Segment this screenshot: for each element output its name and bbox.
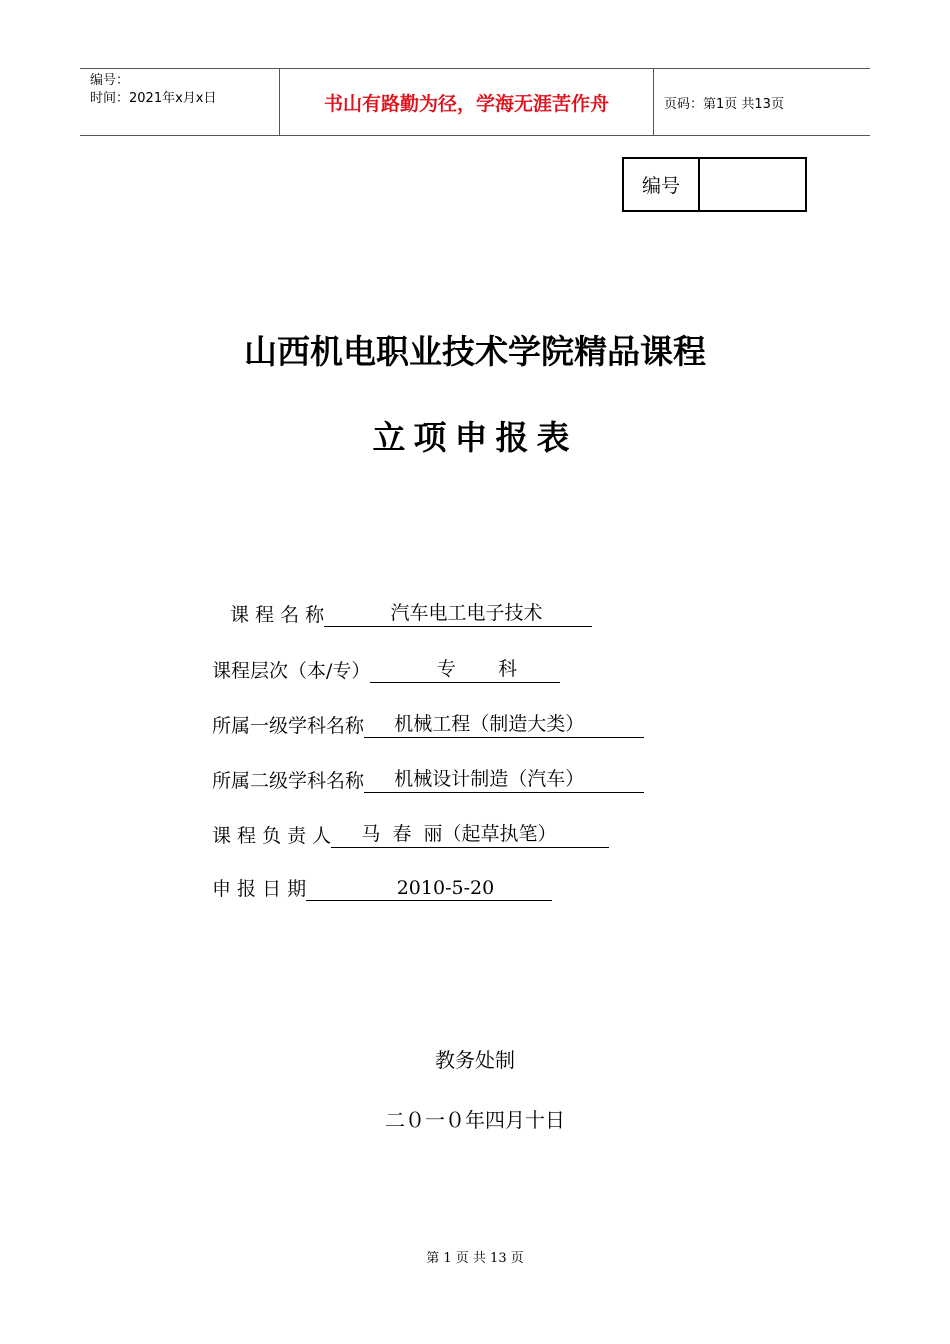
header-page-info: 页码：第1页 共13页 xyxy=(664,96,784,112)
header-time-label: 时间：2021年x月x日 xyxy=(90,91,217,106)
field-value: 机械设计制造（汽车） xyxy=(364,764,644,793)
field-application-date xyxy=(212,874,552,901)
field-value: 汽车电工电子技术 xyxy=(324,598,592,627)
issuer: 教务处制 xyxy=(435,1048,515,1072)
field-label: 申 报 日 期 xyxy=(212,878,307,900)
field-label: 课 程 负 责 人 xyxy=(212,825,332,847)
field-value: 专 科 xyxy=(370,654,560,683)
number-box xyxy=(622,157,807,212)
field-primary-discipline xyxy=(212,709,644,738)
issue-date: 二０一０年四月十日 xyxy=(385,1108,565,1132)
field-label: 所属二级学科名称 xyxy=(212,770,365,792)
header-number-label: 编号： xyxy=(90,73,130,88)
header-meta xyxy=(80,69,280,135)
document-subtitle: 立项申报表 xyxy=(372,418,578,457)
page-header xyxy=(80,68,870,136)
field-course-name xyxy=(230,598,592,627)
field-secondary-discipline xyxy=(212,764,644,793)
field-value: 马 春 丽（起草执笔） xyxy=(331,819,609,848)
field-label: 课 程 名 称 xyxy=(230,604,325,626)
field-label: 所属一级学科名称 xyxy=(212,715,365,737)
number-box-label: 编号 xyxy=(624,159,700,210)
document-title: 山西机电职业技术学院精品课程 xyxy=(244,332,706,371)
field-value: 机械工程（制造大类） xyxy=(364,709,644,738)
field-course-level xyxy=(212,654,560,683)
header-motto: 书山有路勤为径，学海无涯苦作舟 xyxy=(280,69,654,135)
page-footer: 第 1 页 共 13 页 xyxy=(426,1251,524,1266)
field-value: 2010-5-20 xyxy=(306,877,552,901)
field-label: 课程层次（本/专） xyxy=(212,660,371,682)
field-course-leader xyxy=(212,819,609,848)
